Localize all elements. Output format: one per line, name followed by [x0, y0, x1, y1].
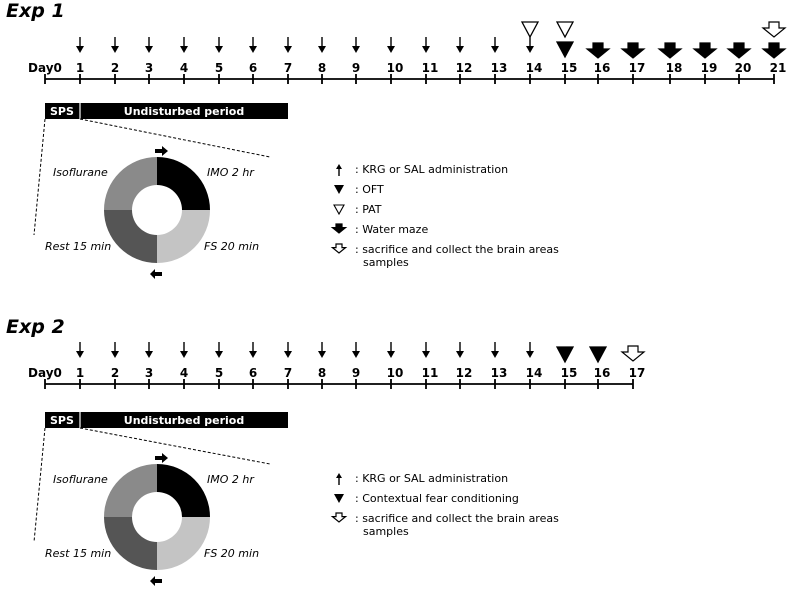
- exp1-injection-arrow: [111, 37, 119, 53]
- exp1-imo-label: IMO 2 hr: [207, 166, 254, 179]
- exp1-water-maze-marker: [587, 43, 609, 58]
- exp2-legend-filled-triangle-icon: [334, 494, 344, 503]
- exp2-day-label: 13: [490, 366, 508, 380]
- exp2-day-label: 8: [317, 366, 327, 380]
- exp2-title: Exp 2: [6, 316, 65, 338]
- exp1-injection-arrow: [215, 37, 223, 53]
- exp1-injection-arrow-head: [526, 46, 534, 53]
- exp1-undisturbed-label: Undisturbed period: [123, 105, 245, 118]
- exp1-injection-arrow: [284, 37, 292, 53]
- exp1-rest-segment: [104, 210, 157, 263]
- exp2-injection-arrow-head: [180, 351, 188, 358]
- exp1-day-label: 18: [665, 61, 683, 75]
- exp1-injection-arrow-head: [318, 46, 326, 53]
- exp1-day-label: 15: [560, 61, 578, 75]
- exp2-injection-arrow: [284, 342, 292, 358]
- exp1-water-maze-marker: [763, 43, 785, 58]
- exp1-legend-water-maze-icon: [332, 224, 345, 233]
- exp1-pat-marker: [557, 22, 573, 37]
- exp1-imo-segment: [157, 157, 210, 210]
- exp2-fs-segment: [157, 517, 210, 570]
- exp1-day-label: 12: [455, 61, 473, 75]
- exp1-day-label: 1: [75, 61, 85, 75]
- exp2-day-label: 5: [214, 366, 224, 380]
- exp2-day-label: 11: [421, 366, 439, 380]
- exp2-injection-arrow: [145, 342, 153, 358]
- exp1-cycle-direction-arrow-top: [155, 146, 168, 156]
- exp2-legend-text: : Contextual fear conditioning: [355, 492, 519, 505]
- exp1-injection-arrow: [352, 37, 360, 53]
- exp2-day-label: 9: [351, 366, 361, 380]
- exp2-day-label: 3: [144, 366, 154, 380]
- exp1-injection-arrow-head: [491, 46, 499, 53]
- exp1-legend-open-triangle-icon: [334, 205, 344, 214]
- exp2-legend-up-arrow-icon: [336, 473, 342, 485]
- exp1-zoom-line-right: [80, 119, 270, 157]
- exp2-zoom-line-right: [80, 428, 270, 464]
- exp1-day-label: 2: [110, 61, 120, 75]
- exp1-isoflurane-segment: [104, 157, 157, 210]
- exp2-injection-arrow-head: [76, 351, 84, 358]
- exp1-day-label: 20: [734, 61, 752, 75]
- exp2-injection-arrow: [318, 342, 326, 358]
- exp1-day-label: 17: [628, 61, 646, 75]
- exp1-injection-arrow: [422, 37, 430, 53]
- exp2-injection-arrow: [387, 342, 395, 358]
- exp1-legend-text-line2: samples: [363, 256, 409, 269]
- exp1-oft-marker: [557, 42, 573, 57]
- exp1-injection-arrow-head: [284, 46, 292, 53]
- exp1-day-label: 11: [421, 61, 439, 75]
- exp1-injection-arrow-head: [456, 46, 464, 53]
- exp1-day-label: 8: [317, 61, 327, 75]
- exp2-day-label: 15: [560, 366, 578, 380]
- exp1-injection-arrow-head: [111, 46, 119, 53]
- exp1-water-maze-marker: [659, 43, 681, 58]
- exp1-injection-arrow-head: [352, 46, 360, 53]
- exp1-day-label: 21: [769, 61, 787, 75]
- exp1-day-label: 7: [283, 61, 293, 75]
- exp1-injection-arrow: [76, 37, 84, 53]
- exp1-day-label: 9: [351, 61, 361, 75]
- exp2-injection-arrow-head: [491, 351, 499, 358]
- exp1-fs-label: FS 20 min: [204, 240, 260, 253]
- exp1-water-maze-marker: [694, 43, 716, 58]
- exp2-day-label: 17: [628, 366, 646, 380]
- exp1-fs-segment: [157, 210, 210, 263]
- exp1-legend-sacrifice-icon: [332, 244, 345, 253]
- exp2-day-label: 2: [110, 366, 120, 380]
- exp2-day-label: 1: [75, 366, 85, 380]
- exp2-cycle-direction-arrow-bottom: [150, 576, 162, 586]
- exp2-isoflurane-label: Isoflurane: [53, 473, 108, 486]
- exp1-day-label: 3: [144, 61, 154, 75]
- exp1-injection-arrow-head: [387, 46, 395, 53]
- exp2-rest-segment: [104, 517, 157, 570]
- exp2-day-label: 10: [386, 366, 404, 380]
- exp1-day-label: 5: [214, 61, 224, 75]
- exp2-day-label: 6: [248, 366, 258, 380]
- exp2-fs-label: FS 20 min: [204, 547, 260, 560]
- exp2-day-label: 16: [593, 366, 611, 380]
- exp1-injection-arrow-head: [180, 46, 188, 53]
- exp2-injection-arrow-head: [249, 351, 257, 358]
- exp2-injection-arrow-head: [387, 351, 395, 358]
- exp2-injection-arrow: [76, 342, 84, 358]
- exp2-injection-arrow: [249, 342, 257, 358]
- exp2-sacrifice-marker: [622, 346, 644, 361]
- exp2-fear-conditioning-marker: [590, 347, 606, 362]
- exp2-injection-arrow: [352, 342, 360, 358]
- exp2-imo-segment: [157, 464, 210, 517]
- exp1-water-maze-marker: [728, 43, 750, 58]
- exp2-injection-arrow: [422, 342, 430, 358]
- exp2-rest-label: Rest 15 min: [45, 547, 112, 560]
- exp1-pat-marker: [522, 22, 538, 37]
- exp2-injection-arrow: [491, 342, 499, 358]
- exp2-day-label: Day0: [28, 366, 62, 380]
- exp1-day-label: 19: [700, 61, 718, 75]
- exp2-legend-text: : sacrifice and collect the brain areas: [355, 512, 559, 525]
- exp1-injection-arrow: [180, 37, 188, 53]
- exp1-rest-label: Rest 15 min: [45, 240, 112, 253]
- exp1-injection-arrow: [526, 37, 534, 53]
- exp2-injection-arrow-head: [422, 351, 430, 358]
- exp1-day-label: 4: [179, 61, 189, 75]
- exp2-sps-label: SPS: [50, 414, 74, 427]
- exp1-legend-text: : KRG or SAL administration: [355, 163, 509, 176]
- exp1-injection-arrow: [145, 37, 153, 53]
- exp2-cycle-direction-arrow-top: [155, 453, 168, 463]
- exp1-injection-arrow-head: [422, 46, 430, 53]
- exp1-injection-arrow: [456, 37, 464, 53]
- exp2-zoom-line-left: [34, 428, 45, 542]
- exp2-injection-arrow: [526, 342, 534, 358]
- exp2-day-label: 14: [525, 366, 543, 380]
- exp1-injection-arrow: [318, 37, 326, 53]
- exp1-day-label: 16: [593, 61, 611, 75]
- exp2-injection-arrow: [180, 342, 188, 358]
- exp1-day-label: 13: [490, 61, 508, 75]
- exp1-legend-text: : Water maze: [355, 223, 429, 236]
- exp1-day-label: Day0: [28, 61, 62, 75]
- exp1-day-label: 14: [525, 61, 543, 75]
- exp2-injection-arrow: [111, 342, 119, 358]
- exp1-injection-arrow-head: [215, 46, 223, 53]
- exp2-injection-arrow-head: [145, 351, 153, 358]
- exp2-injection-arrow-head: [526, 351, 534, 358]
- exp2-legend-up-arrow-icon-head: [336, 473, 342, 478]
- exp2-legend-sacrifice-icon: [332, 513, 345, 522]
- exp1-legend-text: : OFT: [355, 183, 384, 196]
- exp2-legend-text: : KRG or SAL administration: [355, 472, 509, 485]
- exp2-undisturbed-label: Undisturbed period: [123, 414, 245, 427]
- exp1-legend-filled-triangle-icon: [334, 185, 344, 194]
- exp2-imo-label: IMO 2 hr: [207, 473, 254, 486]
- exp2-injection-arrow-head: [318, 351, 326, 358]
- exp2-injection-arrow: [215, 342, 223, 358]
- exp2-injection-arrow: [456, 342, 464, 358]
- exp2-fear-conditioning-marker: [557, 347, 573, 362]
- exp1-injection-arrow: [249, 37, 257, 53]
- exp2-day-label: 12: [455, 366, 473, 380]
- exp1-day-label: 6: [248, 61, 258, 75]
- exp2-injection-arrow-head: [352, 351, 360, 358]
- exp1-isoflurane-label: Isoflurane: [53, 166, 108, 179]
- exp1-sacrifice-marker: [763, 22, 785, 37]
- exp1-injection-arrow: [387, 37, 395, 53]
- exp1-sps-label: SPS: [50, 105, 74, 118]
- exp1-water-maze-marker: [622, 43, 644, 58]
- exp1-title: Exp 1: [6, 0, 65, 22]
- exp2-isoflurane-segment: [104, 464, 157, 517]
- exp1-injection-arrow: [491, 37, 499, 53]
- exp2-injection-arrow-head: [284, 351, 292, 358]
- exp1-legend-text: : PAT: [355, 203, 382, 216]
- exp2-injection-arrow-head: [111, 351, 119, 358]
- exp2-day-label: 4: [179, 366, 189, 380]
- exp1-zoom-line-left: [34, 119, 45, 235]
- exp1-cycle-direction-arrow-bottom: [150, 269, 162, 279]
- exp1-legend-text: : sacrifice and collect the brain areas: [355, 243, 559, 256]
- exp2-injection-arrow-head: [456, 351, 464, 358]
- exp2-legend-text-line2: samples: [363, 525, 409, 538]
- exp1-day-label: 10: [386, 61, 404, 75]
- exp1-legend-up-arrow-icon: [336, 164, 342, 176]
- exp1-injection-arrow-head: [145, 46, 153, 53]
- exp2-injection-arrow-head: [215, 351, 223, 358]
- exp1-legend-up-arrow-icon-head: [336, 164, 342, 169]
- exp2-day-label: 7: [283, 366, 293, 380]
- exp1-injection-arrow-head: [76, 46, 84, 53]
- exp1-injection-arrow-head: [249, 46, 257, 53]
